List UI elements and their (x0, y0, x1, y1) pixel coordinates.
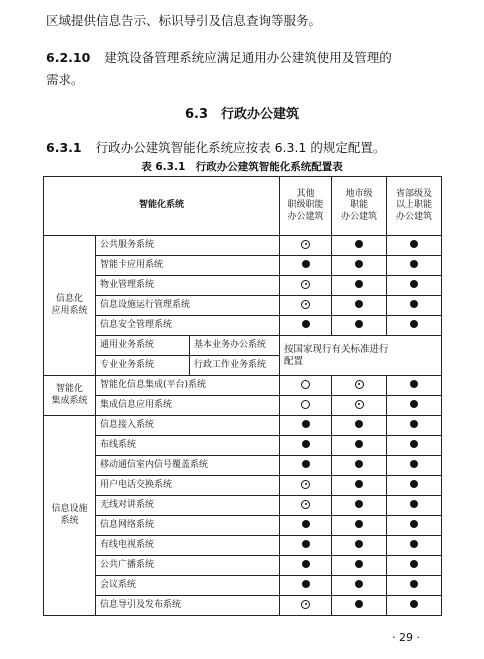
system-name: 移动通信室内信号覆盖系统 (96, 456, 280, 476)
table-row (44, 496, 442, 516)
system-name: 集成信息应用系统 (96, 396, 280, 416)
config-cell (280, 496, 332, 516)
required-dot-icon (355, 240, 363, 248)
table-row (44, 516, 442, 536)
config-cell (387, 556, 442, 576)
required-dot-icon (355, 520, 363, 528)
system-name: 信息接入系统 (96, 416, 280, 436)
optional-circle-icon (301, 400, 310, 409)
config-cell (332, 516, 387, 536)
required-dot-icon (410, 380, 418, 388)
config-cell (387, 576, 442, 596)
subsystem-name: 基本业务办公系统 (190, 336, 280, 356)
required-dot-icon (410, 580, 418, 588)
config-cell (332, 576, 387, 596)
required-dot-icon (302, 580, 310, 588)
required-dot-icon (410, 540, 418, 548)
config-cell (332, 496, 387, 516)
required-dot-icon (410, 420, 418, 428)
system-name: 智能卡应用系统 (96, 256, 280, 276)
table-row (44, 296, 442, 316)
config-cell (387, 436, 442, 456)
group-label-line: 信息化 (55, 294, 83, 305)
config-cell (280, 436, 332, 456)
config-cell (280, 416, 332, 436)
group-label (44, 236, 96, 376)
section-number: 6.3 (184, 107, 208, 122)
group-label (44, 416, 96, 616)
table-caption: 表 6.3.1 行政办公建筑智能化系统配置表 (141, 161, 343, 173)
config-cell (280, 536, 332, 556)
required-dot-icon (302, 540, 310, 548)
required-dot-icon (410, 400, 418, 408)
required-dot-icon (302, 520, 310, 528)
system-name: 信息安全管理系统 (96, 316, 280, 336)
config-cell (332, 556, 387, 576)
group-label-line: 智能化 (55, 384, 83, 395)
config-cell (387, 376, 442, 396)
required-dot-icon (410, 320, 418, 328)
system-name: 信息网络系统 (96, 516, 280, 536)
config-cell (387, 476, 442, 496)
table-row (44, 576, 442, 596)
recommended-dot-circle-icon (301, 500, 310, 509)
required-dot-icon (355, 320, 363, 328)
recommended-dot-circle-icon (355, 380, 364, 389)
required-dot-icon (302, 260, 310, 268)
header-system: 智能化系统 (44, 177, 280, 236)
config-cell (280, 516, 332, 536)
config-cell (387, 416, 442, 436)
clause-text: 建筑设备管理系统应满足通用办公建筑使用及管理的 (104, 50, 392, 65)
optional-circle-icon (301, 380, 310, 389)
clause-number: 6.2.10 (46, 50, 91, 65)
clause-6-2-10 (46, 48, 392, 66)
clause-6-3-1 (46, 138, 385, 156)
business-standard-note (280, 336, 442, 376)
config-cell (332, 476, 387, 496)
header-col-provincial: 省部级及 以上职能 办公建筑 (387, 177, 442, 236)
system-name: 物业管理系统 (96, 276, 280, 296)
required-dot-icon (410, 600, 418, 608)
required-dot-icon (410, 500, 418, 508)
config-cell (387, 456, 442, 476)
system-name: 信息设施运行管理系统 (96, 296, 280, 316)
table-row (44, 336, 442, 356)
config-cell (332, 596, 387, 616)
required-dot-icon (355, 460, 363, 468)
config-cell (332, 536, 387, 556)
clause-number: 6.3.1 (46, 140, 82, 155)
page-number: · 29 · (392, 631, 420, 644)
table-row (44, 236, 442, 256)
recommended-dot-circle-icon (355, 400, 364, 409)
recommended-dot-circle-icon (301, 480, 310, 489)
config-cell (387, 596, 442, 616)
group-label-line: 应用系统 (51, 305, 88, 316)
config-cell (387, 256, 442, 276)
system-name: 布线系统 (96, 436, 280, 456)
table-row (44, 596, 442, 616)
header-col-prefecture: 地市级 职能 办公建筑 (332, 177, 387, 236)
required-dot-icon (355, 580, 363, 588)
header-col-other: 其他 职级职能 办公建筑 (280, 177, 332, 236)
section-heading (0, 103, 484, 122)
recommended-dot-circle-icon (301, 300, 310, 309)
table-row (44, 456, 442, 476)
config-cell (332, 436, 387, 456)
table-row (44, 536, 442, 556)
config-cell (332, 456, 387, 476)
section-title: 行政办公建筑 (221, 107, 300, 122)
clause-6-2-10-continuation: 需求。 (46, 72, 84, 87)
config-cell (332, 256, 387, 276)
config-cell (280, 276, 332, 296)
required-dot-icon (410, 440, 418, 448)
required-dot-icon (410, 260, 418, 268)
intro-text: 区域提供信息告示、标识导引及信息查询等服务。 (46, 13, 322, 28)
required-dot-icon (355, 300, 363, 308)
required-dot-icon (355, 420, 363, 428)
config-cell (280, 596, 332, 616)
required-dot-icon (302, 460, 310, 468)
group-label-line: 集成系统 (51, 395, 88, 406)
note-line: 配置 (284, 355, 304, 367)
group-label (44, 376, 96, 416)
config-cell (280, 236, 332, 256)
required-dot-icon (355, 600, 363, 608)
config-cell (332, 296, 387, 316)
required-dot-icon (355, 540, 363, 548)
system-name: 公共服务系统 (96, 236, 280, 256)
required-dot-icon (355, 440, 363, 448)
config-cell (280, 576, 332, 596)
system-name: 公共广播系统 (96, 556, 280, 576)
config-cell (280, 256, 332, 276)
config-cell (280, 476, 332, 496)
required-dot-icon (302, 440, 310, 448)
required-dot-icon (302, 560, 310, 568)
table-row (44, 256, 442, 276)
table-row (44, 276, 442, 296)
required-dot-icon (302, 420, 310, 428)
required-dot-icon (410, 240, 418, 248)
config-cell (387, 516, 442, 536)
required-dot-icon (410, 460, 418, 468)
required-dot-icon (355, 500, 363, 508)
config-cell (387, 276, 442, 296)
table-row (44, 436, 442, 456)
config-cell (280, 556, 332, 576)
config-cell (332, 416, 387, 436)
clause-text: 行政办公建筑智能化系统应按表 6.3.1 的规定配置。 (95, 140, 386, 155)
required-dot-icon (355, 560, 363, 568)
required-dot-icon (355, 480, 363, 488)
required-dot-icon (302, 320, 310, 328)
system-name: 智能化信息集成(平台)系统 (96, 376, 280, 396)
config-cell (280, 396, 332, 416)
config-cell (387, 316, 442, 336)
config-cell (387, 496, 442, 516)
config-cell (332, 276, 387, 296)
required-dot-icon (410, 480, 418, 488)
required-dot-icon (410, 300, 418, 308)
required-dot-icon (410, 280, 418, 288)
system-name: 用户电话交换系统 (96, 476, 280, 496)
config-cell (387, 296, 442, 316)
system-name: 通用业务系统 (96, 336, 190, 356)
recommended-dot-circle-icon (301, 280, 310, 289)
config-cell (387, 396, 442, 416)
required-dot-icon (410, 520, 418, 528)
system-name: 信息导引及发布系统 (96, 596, 280, 616)
system-name: 专业业务系统 (96, 356, 190, 376)
table-row (44, 556, 442, 576)
config-table-body (44, 177, 442, 616)
note-line: 按国家现行有关标准进行 (284, 343, 389, 355)
table-row (44, 416, 442, 436)
config-cell (332, 316, 387, 336)
config-cell (332, 376, 387, 396)
config-cell (332, 396, 387, 416)
table-row (44, 476, 442, 496)
required-dot-icon (355, 260, 363, 268)
group-label-line: 信息设施 (51, 504, 88, 515)
system-name: 无线对讲系统 (96, 496, 280, 516)
required-dot-icon (410, 560, 418, 568)
table-row (44, 316, 442, 336)
group-label-line: 系统 (60, 515, 79, 526)
config-cell (280, 456, 332, 476)
table-row (44, 376, 442, 396)
system-name: 有线电视系统 (96, 536, 280, 556)
recommended-dot-circle-icon (301, 600, 310, 609)
table-row (44, 396, 442, 416)
config-cell (280, 296, 332, 316)
system-name: 会议系统 (96, 576, 280, 596)
config-cell (280, 376, 332, 396)
required-dot-icon (355, 280, 363, 288)
config-cell (280, 316, 332, 336)
subsystem-name: 行政工作业务系统 (190, 356, 280, 376)
config-cell (387, 236, 442, 256)
header-row (44, 177, 442, 236)
config-cell (332, 236, 387, 256)
config-cell (387, 536, 442, 556)
config-table (43, 176, 442, 616)
recommended-dot-circle-icon (301, 240, 310, 249)
